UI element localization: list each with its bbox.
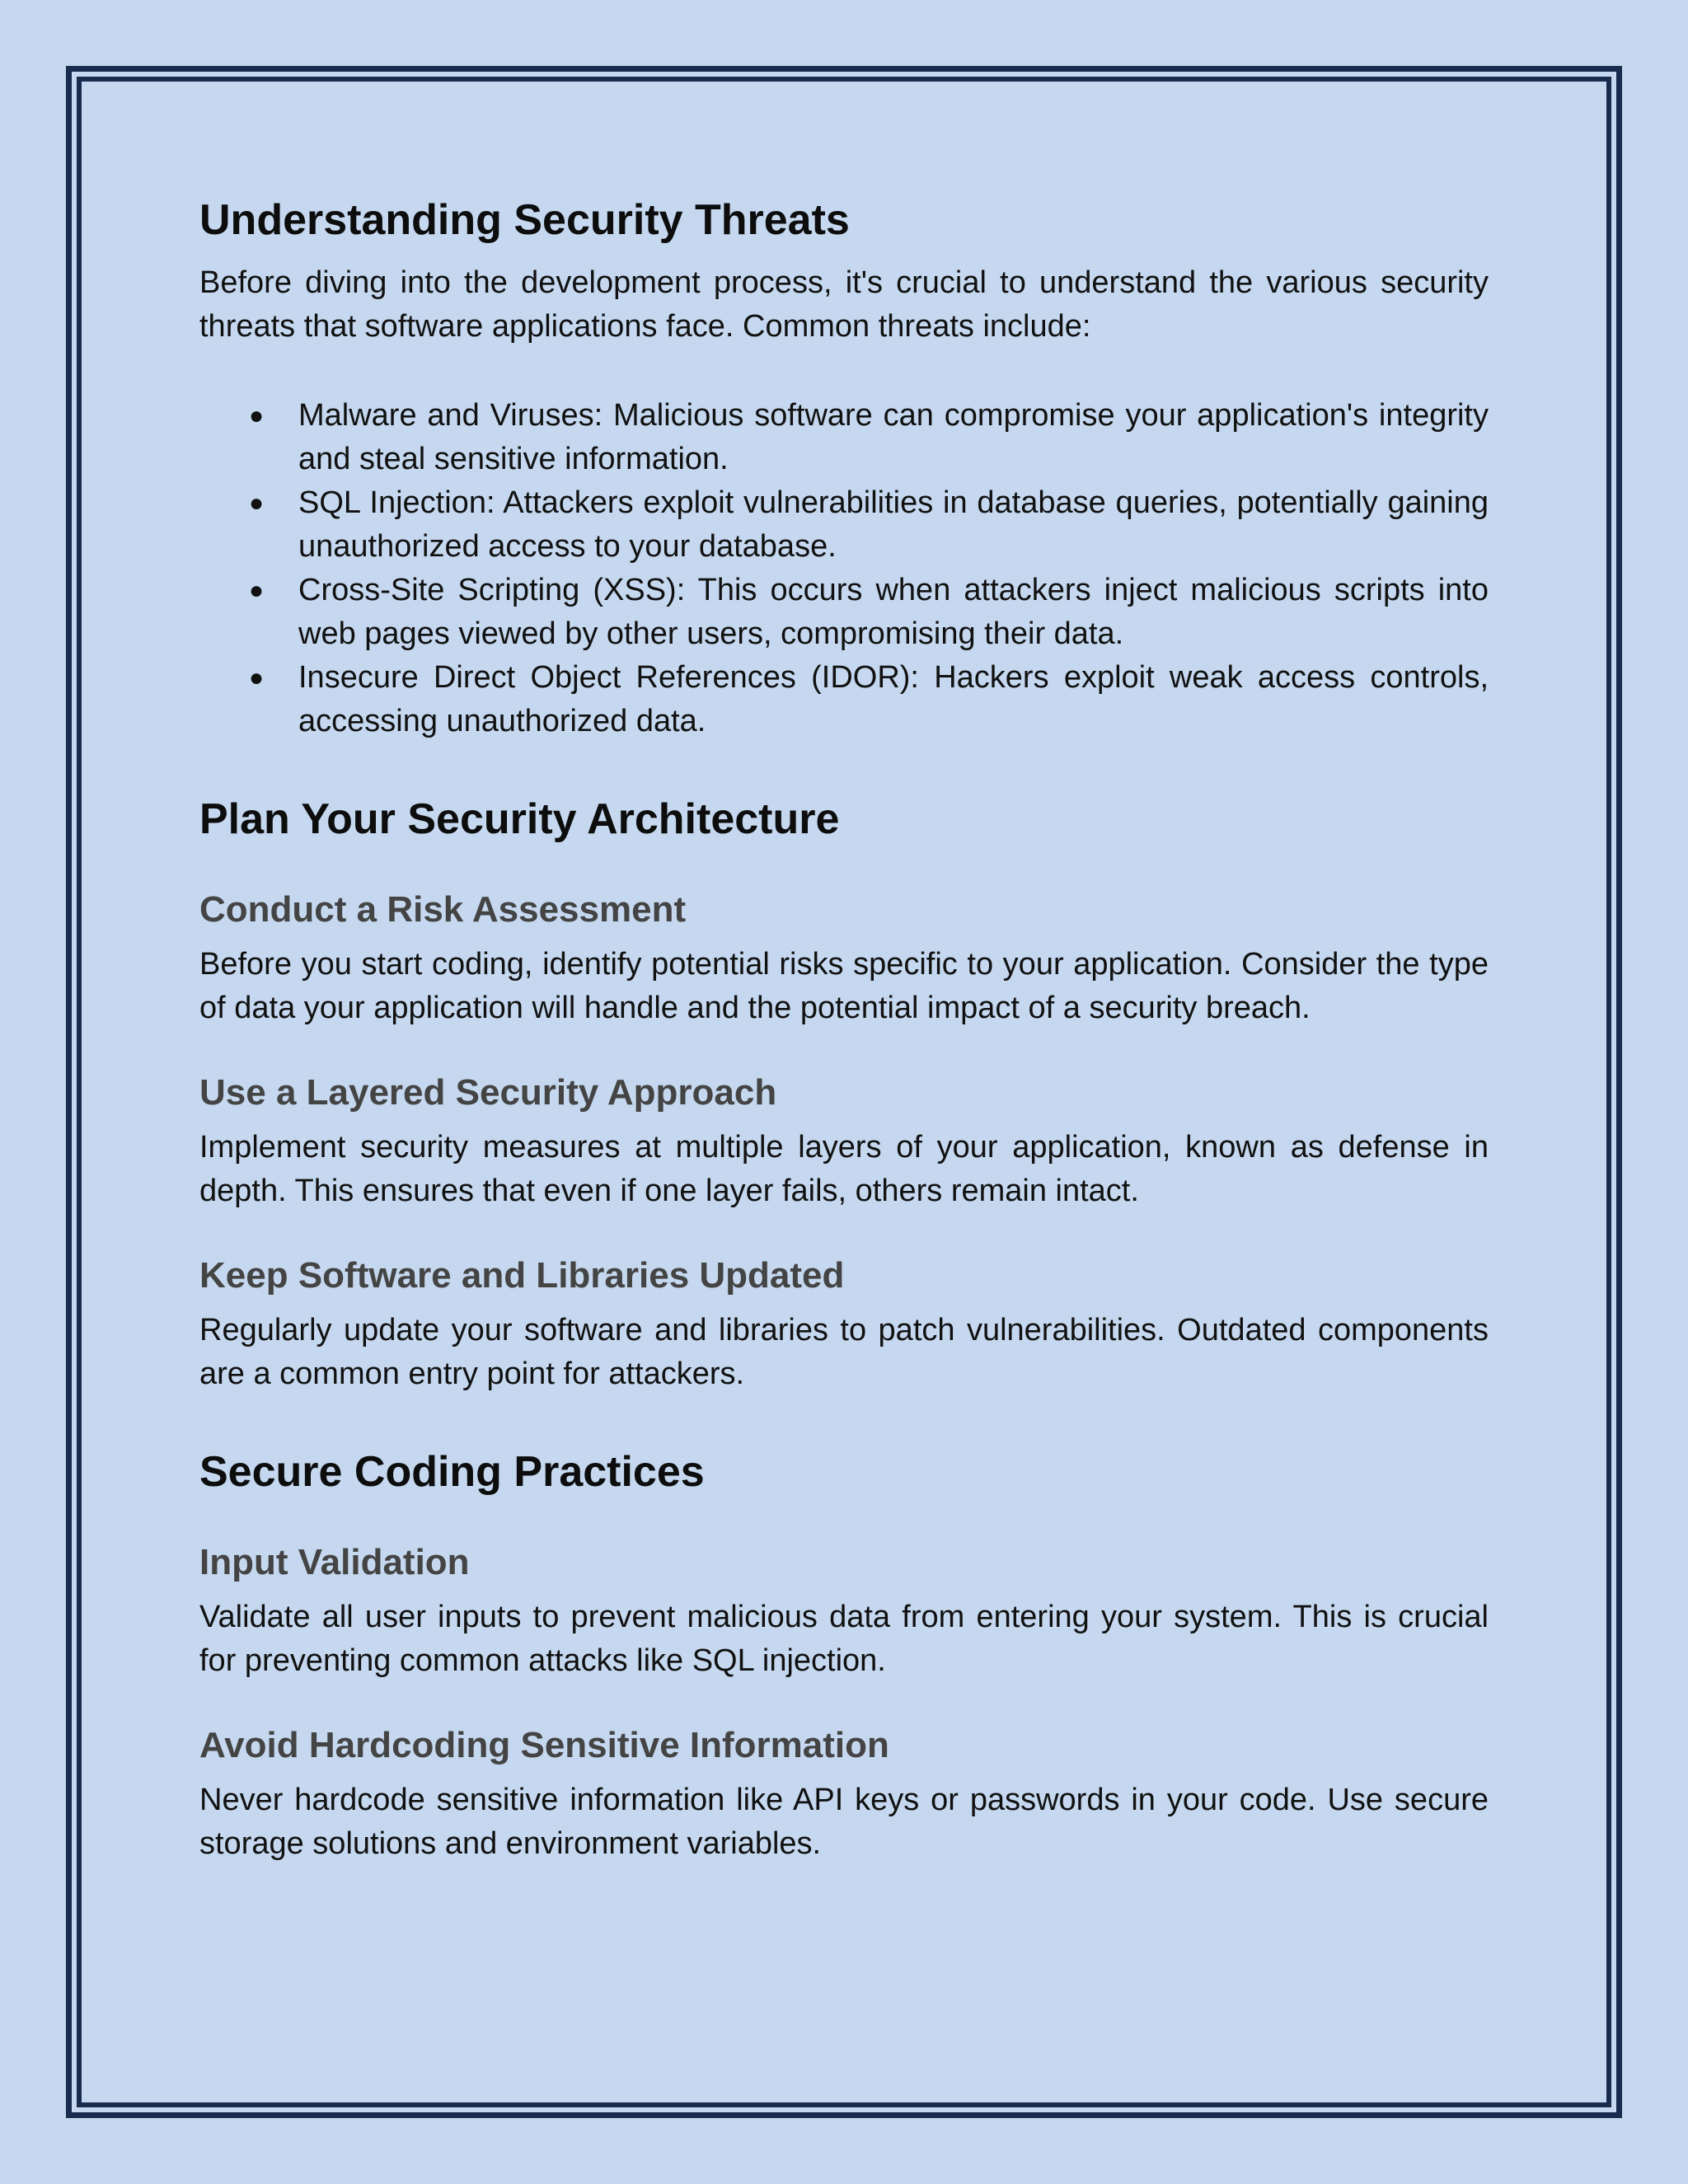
section-heading: Understanding Security Threats [199,196,850,244]
bullet-icon: ● [249,490,265,517]
document-content [199,194,1489,1866]
subsection-heading: Use a Layered Security Approach [199,1072,777,1113]
subsection-body: Validate all user inputs to prevent malicious data from entering your system. This is crucial for preventing common attacks like SQL injection. [199,1600,1489,1678]
list-item-text: Malware and Viruses: Malicious software can compromise your application's integrity and steal sensitive information. [298,398,1489,476]
list-item-text: Insecure Direct Object References (IDOR): Hackers exploit weak access controls, accessing unauthorized data. [298,660,1489,738]
list-item [249,481,1489,569]
subsection-body: Regularly update your software and libraries to patch vulnerabilities. Outdated components are a common entry point for attackers. [199,1313,1489,1391]
list-item [249,569,1489,656]
subsection-body: Never hardcode sensitive information like API keys or passwords in your code. Use secure storage solutions and environment variables. [199,1783,1489,1861]
list-item [249,394,1489,481]
list-item [249,656,1489,743]
section-heading: Secure Coding Practices [199,1448,705,1496]
subsection-heading: Conduct a Risk Assessment [199,889,687,930]
section-intro: Before diving into the development process, it's crucial to understand the various security threats that software applications face. Common threats include: [199,265,1489,344]
subsection-heading: Keep Software and Libraries Updated [199,1255,845,1296]
list-item-text: SQL Injection: Attackers exploit vulnerabilities in database queries, potentially gaining unauthorized access to your database. [298,485,1489,564]
subsection-body: Implement security measures at multiple layers of your application, known as defense in depth. This ensures that even if one layer fails, others remain intact. [199,1130,1489,1208]
threats-list [199,394,1489,743]
subsection-heading: Input Validation [199,1542,470,1582]
subsection-body: Before you start coding, identify potential risks specific to your application. Consider the type of data your application will handle and the potential impact of a security breach. [199,947,1489,1025]
bullet-icon: ● [249,664,265,691]
bullet-icon: ● [249,577,265,604]
bullet-icon: ● [249,402,265,429]
section-heading: Plan Your Security Architecture [199,795,840,843]
subsection-heading: Avoid Hardcoding Sensitive Information [199,1725,889,1765]
list-item-text: Cross-Site Scripting (XSS): This occurs when attackers inject malicious scripts into web pages viewed by other users, compromising their data. [298,573,1489,651]
